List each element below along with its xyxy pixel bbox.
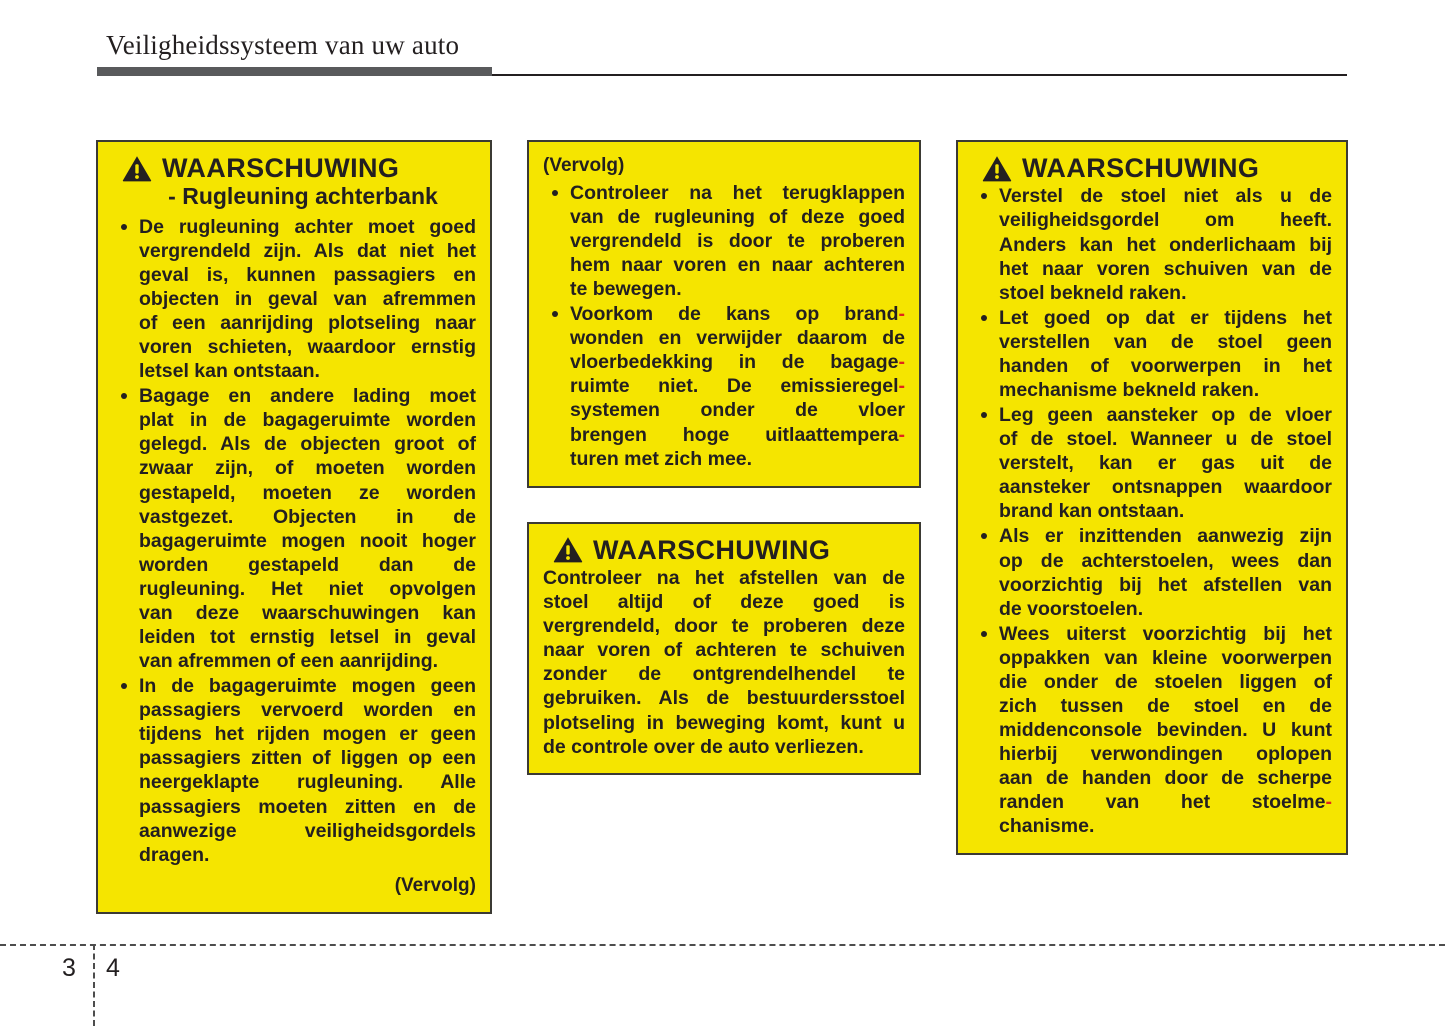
text-line: brand kan ontstaan. (999, 500, 1185, 523)
text-line: of een aanrijding plotseling naar (139, 311, 476, 334)
text-line: gelegd. Als de objecten groot of (139, 433, 476, 456)
text-line-hyphenated: vloerbedekking in de bagage- (570, 351, 905, 374)
page-footer (0, 944, 1445, 1026)
warning-header (972, 154, 1332, 182)
text-line: veiligheidsgordel om heeft. (999, 209, 1332, 232)
text-line: hierbij verwondingen oplopen (999, 743, 1332, 766)
list-item (112, 384, 476, 673)
text-line: de voorstoelen. (999, 597, 1144, 620)
text-line: het naar voren schuiven van de (999, 257, 1332, 280)
warning-subtitle: - Rugleuning achterbank (168, 183, 438, 210)
text-line: chanisme. (999, 815, 1095, 838)
list-item (972, 184, 1332, 304)
text-line: op de achterstoelen, wees dan (999, 549, 1332, 572)
text-line: de controle over de auto verliezen. (543, 735, 864, 758)
text-line: vastgezet. Objecten in de (139, 505, 476, 528)
text-line: aansteker ontsnappen waardoor (999, 476, 1332, 499)
text-line: De rugleuning achter moet goed (139, 215, 476, 238)
text-line: van afremmen of een aanrijding. (139, 650, 439, 673)
text-line: In de bagageruimte mogen geen (139, 675, 476, 698)
text-line: dragen. (139, 843, 210, 866)
text-line: Let goed op dat er tijdens het (999, 306, 1332, 329)
warning-title: WAARSCHUWING (162, 153, 400, 183)
text-line: vergrendeld is door te proberen (570, 229, 905, 252)
warning-box-rugleuning-achterbank (96, 140, 492, 914)
list-item (972, 622, 1332, 839)
column-3 (956, 140, 1348, 855)
text-line: tijdens het rijden mogen er geen (139, 723, 476, 746)
text-line: Controleer na het terugklappen (570, 181, 905, 204)
text-line: plotseling in beweging komt, kunt u (543, 711, 905, 734)
list-item (112, 215, 476, 384)
text-line: verstellen van de stoel geen (999, 330, 1332, 353)
text-line: Bagage en andere lading moet (139, 385, 476, 408)
text-line: Leg geen aansteker op de vloer (999, 404, 1332, 427)
warning-title: WAARSCHUWING (593, 534, 831, 565)
warning-box-vervolg (527, 140, 921, 488)
text-line: voren schieten, waardoor ernstig (139, 336, 476, 359)
text-line: zich tussen de stoel en de (999, 694, 1332, 717)
line-break-hyphen: - (1325, 791, 1332, 814)
text-line: zwaar zijn, of moeten worden (139, 457, 476, 480)
text-line: passagiers vervoerd worden en (139, 699, 476, 722)
text-line: geval is, kunnen passagiers en (139, 263, 476, 286)
text-line: wonden en verwijder daarom de (570, 327, 905, 350)
warning-triangle-icon (553, 536, 583, 563)
text-line: oppakken van kleine voorwerpen (999, 646, 1332, 669)
header-thin-rule (492, 74, 1347, 76)
page-number: 4 (106, 954, 120, 982)
list-item (972, 403, 1332, 523)
text-line: voorzichtig bij het afstellen van (999, 573, 1332, 596)
text-line: mechanisme bekneld raken. (999, 378, 1260, 401)
list-item (972, 306, 1332, 402)
list-item (972, 524, 1332, 620)
text-line: plat in de bagageruimte worden (139, 409, 476, 432)
text-line: Verstel de stoel niet als u de (999, 185, 1332, 208)
text-line: van de rugleuning of deze goed (570, 205, 905, 228)
warning-triangle-icon (982, 155, 1012, 182)
list-item (112, 674, 476, 867)
continued-label: (Vervolg) (543, 155, 625, 176)
warning-title: WAARSCHUWING (1022, 153, 1260, 183)
continued-label: (Vervolg) (394, 874, 476, 896)
line-break-hyphen: - (898, 423, 905, 446)
warning-bullet-list (972, 184, 1332, 838)
text-line: objecten in geval van afremmen (139, 287, 476, 310)
warning-bullet-list (112, 215, 476, 867)
text-line: te bewegen. (570, 278, 682, 301)
text-line-hyphenated: ruimte niet. De emissieregel- (570, 375, 905, 398)
warning-paragraph (543, 566, 905, 759)
text-line: Als er inzittenden aanwezig zijn (999, 525, 1332, 548)
text-line: zonder de ontgrendelhendel te (543, 663, 905, 686)
text-line: worden gestapeld dan de (139, 553, 476, 576)
warning-header (543, 536, 905, 564)
text-line: stoel bekneld raken. (999, 281, 1187, 304)
text-line: verstelt, kan er gas uit de (999, 452, 1332, 475)
text-line-hyphenated: brengen hoge uitlaattempera- (570, 423, 905, 446)
text-line: hem naar voren en naar achteren (570, 253, 905, 276)
text-line-hyphenated: Voorkom de kans op brand- (570, 303, 905, 326)
text-line: van deze waarschuwingen kan (139, 601, 476, 624)
warning-box-stoel-afstellen (527, 522, 921, 775)
text-line: vergrendeld, door te proberen deze (543, 615, 905, 638)
text-line: gestapeld, moeten ze worden (139, 481, 476, 504)
text-line: rugleuning. Het niet opvolgen (139, 577, 476, 600)
footer-dashed-divider (93, 944, 95, 1026)
text-line: middenconsole bevinden. U kunt (999, 719, 1332, 742)
warning-box-stoel-verstellen (956, 140, 1348, 855)
text-line: handen of voorwerpen in het (999, 354, 1332, 377)
warning-header (112, 154, 476, 182)
text-line-hyphenated: randen van het stoelme- (999, 791, 1332, 814)
text-line: of de stoel. Wanneer u de stoel (999, 428, 1332, 451)
page-title: Veiligheidssysteem van uw auto (106, 30, 460, 60)
text-line: gebruiken. Als de bestuurdersstoel (543, 687, 905, 710)
header-thick-rule (97, 67, 492, 76)
text-line: aan de handen door de scherpe (999, 767, 1332, 790)
warning-triangle-icon (122, 155, 152, 182)
text-line: turen met zich mee. (570, 447, 753, 470)
list-item (543, 302, 905, 471)
text-line: leiden tot ernstig letsel in geval (139, 625, 476, 648)
text-line: Controleer na het afstellen van de (543, 567, 905, 590)
column-2 (527, 140, 921, 775)
text-line: stoel altijd of deze goed is (543, 591, 905, 614)
line-break-hyphen: - (898, 375, 905, 398)
warning-bullet-list (543, 181, 905, 471)
text-line: vergrendeld zijn. Als dat niet het (139, 239, 476, 262)
text-line: neergeklapte rugleuning. Alle (139, 771, 476, 794)
line-break-hyphen: - (898, 303, 905, 326)
text-line: letsel kan ontstaan. (139, 360, 320, 383)
text-line: passagiers zitten of liggen op een (139, 747, 476, 770)
page-header (0, 0, 1445, 90)
text-line: passagiers moeten zitten en de (139, 795, 476, 818)
text-line: naar voren of achteren te schuiven (543, 639, 905, 662)
text-line: Anders kan het onderlichaam bij (999, 233, 1332, 256)
text-line: Wees uiterst voorzichtig bij het (999, 622, 1332, 645)
text-line: aanwezige veiligheidsgordels (139, 819, 476, 842)
list-item (543, 181, 905, 301)
line-break-hyphen: - (898, 351, 905, 374)
text-line: systemen onder de vloer (570, 399, 905, 422)
text-line: bagageruimte mogen nooit hoger (139, 529, 476, 552)
text-line: die onder de stoelen liggen of (999, 670, 1332, 693)
column-1 (96, 140, 492, 914)
footer-dashed-rule (0, 944, 1445, 946)
chapter-number: 3 (62, 954, 76, 982)
